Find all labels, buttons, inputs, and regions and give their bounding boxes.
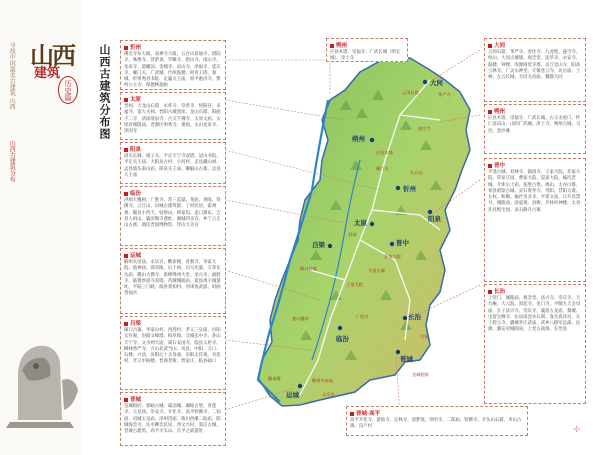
panel-changzhi: [484, 284, 586, 404]
panel-lvliang: [120, 316, 226, 390]
logo-sub: 建筑: [34, 66, 61, 81]
panel-body: 皇城相府、郭峪古城、砥洎城、湘峪古堡、青莲寺、玉皇庙、崇安寺、开化寺、高平铁佛寺、二仙庙、府城玉皇庙、泽州岱庙、陵川西溪二仙庙、阳城海会寺、沁水柳氏民居、西文兴村、窦庄古城、晋城古建筑、高平羊头山、长平之战遗址: [124, 404, 221, 434]
city-lvliang: 吕梁: [312, 241, 325, 249]
site-muta: 应县木塔: [376, 150, 393, 155]
panel-body: 平遥古城、双林寺、镇国寺、王家大院、乔家大院、常家庄园、曹家大院、渠家大院、榆次老城、介休后土庙、张壁古堡、绵山、太谷白塔、祁县昭馀古城、灵石资寿寺、寿阳、昔阳大寨、左权、和顺、榆社崇圣寺、平遥文庙、日升昌票号、城隍庙、清虚观、县衙、介休祆神楼、太谷孔祥熙宅园、灵石静升古镇: [488, 170, 581, 213]
panel-body: 应县木塔、崇福寺、广武长城、右玉杀虎口、怀仁清凉山、山阴广武城、净土寺、朔州古城、马邑、金沙滩: [488, 116, 581, 134]
panel-jincheng-gaoping: [346, 406, 528, 436]
site-guanque: 鹳雀楼: [268, 376, 281, 381]
panel-title: 晋城: [130, 397, 142, 403]
city-datong: 大同: [430, 79, 443, 87]
city-yuncheng: 运城: [286, 391, 299, 399]
panel-body: 佛光寺东大殿、南禅寺大殿、五台山显通寺、塔院寺、殊像寺、菩萨顶、罗睺寺、碧山寺、南山寺、龙泉寺、黛螺顶、金阁寺、岩山寺、洪福寺、延庆寺、雁门关、广武城、代州鼓楼、阿育王塔、秦城、忻州秀容书院、定襄关王庙、原平惠济寺、繁峙公主寺、保德林遮峪: [124, 52, 221, 89]
panel-xinzhou: [120, 40, 226, 90]
city-yangquan: 阳泉: [428, 215, 441, 223]
panel-title: 晋城·高平: [356, 411, 381, 417]
city-taiyuan: 太原: [354, 219, 367, 227]
panel-yangquan: [120, 142, 226, 184]
site-yongle: 永乐宫: [322, 392, 335, 397]
corner-ornament: ✣: [573, 425, 580, 434]
panel-title: 朔州: [336, 43, 348, 49]
logo-main: 山西: [30, 41, 74, 70]
series-vertical-text: 寻找中国最美古建筑 山西: [8, 42, 16, 110]
panel-body: 云冈石窟、华严寺、善化寺、九龙壁、悬空寺、恒山、大同古城墙、观音堂、法华寺、永安寺、鼓楼、钟楼、浑源圆觉寺塔、灵丘觉山寺、阳高云林寺、广灵水神堂、天镇慈云寺、北岳庙、土林、左云长城、大同关帝庙、魏都大同: [488, 50, 581, 80]
map-title: 山西古建筑分布图: [98, 44, 111, 140]
site-dawan: 大宛: [420, 334, 429, 339]
panel-title: 运城: [130, 253, 142, 259]
panel-title: 阳泉: [130, 147, 142, 153]
edge-label: 山西古建筑分布: [8, 140, 16, 182]
site-pingyao: 平遥古城: [368, 268, 385, 273]
site-hukou: 壶口瀑布: [292, 316, 309, 321]
panel-body: 上党门、城隍庙、观音堂、法兴寺、崇庆寺、天台庵、大云院、原起寺、龙门寺、平顺九天圣母庙、长子法兴寺、崇庆寺、襄垣五龙庙、黎城、屯留宝峰寺、沁县南涅水石刻、壶关真泽宫、长子碧云寺、潞城李庄武庙、武乡八路军总部、沁源、潞安府城隍庙、上党古战场、长治县: [488, 296, 581, 333]
panel-body: 应县木塔、崇福寺、广武长城（明长城）、净土寺: [330, 50, 401, 62]
panel-body: 洪洞大槐树、广胜寺、苏三监狱、尧庙、尧陵、铁佛寺、云丘山、汾城古建筑群、丁村民居、霍州署、隰县小西天、姑射山、师家沟、壶口瀑布、吉县人祖山、襄汾陶寺遗址、翼城四圣宫、乡宁云丘山古寨、曲沃晋国博物馆、浮山天圣宫: [124, 198, 221, 228]
panel-title: 大同: [494, 43, 506, 49]
site-jinci: 晋祠: [348, 232, 357, 237]
city-linfen: 临汾: [336, 335, 349, 343]
panel-shuozhou-top: [326, 38, 408, 62]
site-yanmen: 雁门关: [376, 166, 389, 171]
site-qikou: 碛口古镇: [300, 266, 317, 271]
panel-title: 吕梁: [130, 321, 142, 327]
panel-shuozhou: [484, 104, 586, 154]
city-jincheng: 晋城: [400, 355, 413, 363]
city-jinzhong: 晋中: [396, 239, 409, 247]
panel-body: 固关长城、娘子关、平定天宁寺双塔、冠山书院、平定关王庙、大阳泉古村、小河村、盂县藏山祠、孟县坡头泰山庙、阳泉关王庙、狮脑山古寨、盂县大王庙: [124, 154, 221, 178]
panel-title: 临汾: [130, 191, 142, 197]
logo-seal: 历史篇: [58, 76, 78, 104]
site-wangjia: 王家大院: [346, 282, 363, 287]
panel-body: 解州关帝庙、永乐宫、鹳雀楼、普救寺、李家大院、池神庙、舜帝陵、后土祠、司马光墓、万荣东岳庙、稷山大佛寺、新绛绛州大堂、龙兴寺、福胜寺、临猗妙道寺双塔、芮城城隍庙、夏县禹王城遗址、平陆三门峡、闻喜裴柏村、河津真武庙、垣曲望仙宫: [124, 260, 221, 297]
panel-body: 晋祠、天龙山石窟、永祚寺、崇善寺、纯阳宫、多福寺、窦大夫祠、晋阳古城遗址、龙山石窟、阳曲不二寺、清徐清泉寺、古交千佛寺、太原文庙、太原府城隍庙、晋源区明秀寺、娄烦、太山龙泉寺、净因寺: [124, 104, 221, 134]
panel-jinzhong: [484, 158, 586, 282]
site-huangcheng: 皇城相府: [412, 372, 429, 377]
site-wutai: 五台山: [410, 170, 423, 175]
panel-linfen: [120, 186, 226, 246]
panel-taiyuan: [120, 92, 226, 140]
panel-title: 太原: [130, 97, 142, 103]
site-xiezhou: 解州关帝庙: [312, 378, 333, 383]
site-guangsheng: 广胜寺: [356, 314, 369, 319]
site-yungang: 云冈石窟: [402, 90, 419, 95]
city-xinzhou: 忻州: [403, 185, 416, 193]
panel-title: 长治: [494, 289, 506, 295]
panel-body: 高平开化寺、游仙寺、定林寺、清梦观、崇明寺、二郎庙、铁佛寺、羊头山石窟、米山古镇、良户村: [350, 418, 522, 430]
panel-yuncheng: [120, 248, 226, 314]
panel-title: 朔州: [494, 109, 506, 115]
panel-title: 晋中: [494, 163, 506, 169]
shanxi-shape: [258, 58, 470, 406]
panel-datong: [484, 38, 586, 102]
city-shuozhou: 朔州: [352, 135, 365, 143]
panel-body: 碛口古镇、李家山村、西湾村、孝义三皇庙、汾阳太符观、汾阳文峰塔、柏草坡、交城玄中寺、卦山天宁寺、文水则天庙、离石安国寺、临县义居寺、柳林香严寺、方山北武当山、岚县、中阳、交口、石楼、兴县、汾阳后土圣母庙、汾阳太符观、杏花村、孝义中阳楼、晋商老街、贾家庄、临县碛口: [124, 328, 221, 365]
panel-title: 忻州: [130, 45, 142, 51]
panel-jincheng: [120, 392, 226, 446]
city-changzhi: 长治: [408, 313, 421, 321]
site-xuankong: 悬空寺: [418, 126, 431, 131]
site-qiaojia: 乔家大院: [384, 254, 401, 259]
site-huayan: 华严寺: [438, 92, 451, 97]
